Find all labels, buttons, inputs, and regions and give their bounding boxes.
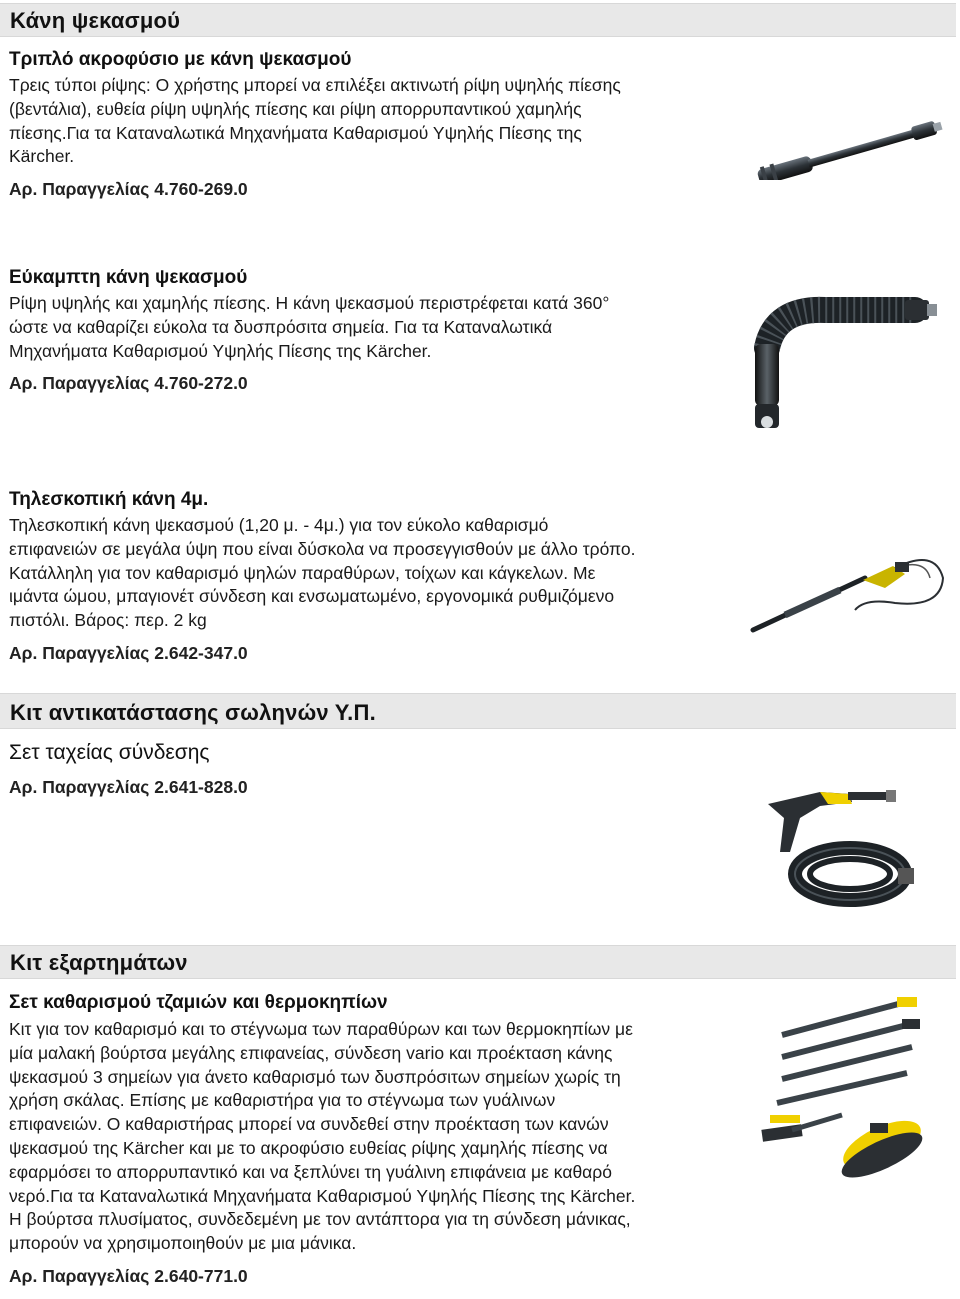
section-title: Κάνη ψεκασμού: [10, 8, 181, 33]
product-title: Σετ ταχείας σύνδεσης: [9, 741, 210, 764]
product-description-line: ιμάντα ώμου, μπαγιονέτ σύνδεση και ενσωματωμένο, εργονομικά ρυθμιζόμενο: [9, 586, 615, 607]
order-number: Αρ. Παραγγελίας 2.640-771.0: [9, 1265, 248, 1286]
product-description-line: Κατάλληλη για τον καθαρισμό ψηλών παραθύρων, τοίχων και κάγκελων. Με: [9, 562, 596, 583]
product-description-line: χρήση σκάλας. Επίσης με καθαριστήρα για το στέγνωμα των γυάλινων: [9, 1090, 556, 1111]
product-quick-connect-kit: [9, 740, 729, 798]
section-header-spray-lance: [0, 3, 956, 37]
section-title: Κιτ εξαρτημάτων: [10, 950, 188, 975]
product-triple-nozzle: [9, 48, 729, 200]
product-description-line: επιφανειών. Ο καθαριστήρας μπορεί να συνδεθεί στην προέκταση των κανών: [9, 1114, 609, 1135]
product-description-line: εφαρμόσει το απορρυπαντικό και να ξεπλύνει τη γυάλινη επιφάνεια με καθαρό: [9, 1161, 612, 1182]
product-description-line: πίεσης.Για τα Καταναλωτικά Μηχανήματα Καθαρισμού Υψηλής Πίεσης της: [9, 122, 582, 143]
product-description-line: ψεκασμού της Kärcher και με το ακροφύσιο ευθείας ρίψης χαμηλής πίεσης να: [9, 1137, 608, 1158]
product-window-cleaning-kit: [9, 991, 739, 1287]
product-description-line: επιφανειών σε μεγάλα ύψη που είναι δύσκολα να προσεγγισθούν με άλλο τρόπο.: [9, 538, 636, 559]
telescopic-lance-image: [745, 548, 950, 638]
product-title: Τριπλό ακροφύσιο με κάνη ψεκασμού: [9, 49, 352, 70]
order-number: Αρ. Παραγγελίας 4.760-269.0: [9, 179, 248, 200]
order-number: Αρ. Παραγγελίας 4.760-272.0: [9, 373, 248, 394]
product-title: Σετ καθαρισμού τζαμιών και θερμοκηπίων: [9, 992, 388, 1013]
window-cleaning-kit-image: [752, 995, 942, 1185]
section-header-hose-kit: [0, 693, 956, 729]
product-description-line: Kärcher.: [9, 146, 75, 167]
product-description-line: μπορούν να χρησιμοποιηθούν με μια μάνικα.: [9, 1233, 357, 1254]
product-title: Τηλεσκοπική κάνη 4μ.: [9, 489, 209, 510]
product-description-line: μία μαλακή βούρτσα μεγάλης επιφανείας, σύνδεση vario και προέκταση κάνης: [9, 1042, 613, 1063]
product-description-line: ώστε να καθαρίζει εύκολα τα δυσπρόσιτα σημεία. Για τα Καταναλωτικά: [9, 316, 553, 337]
product-description-line: Η βούρτσα πλυσίματος, συνδεδεμένη με τον αντάπτορα για τη σύνδεση μάνικας,: [9, 1209, 631, 1230]
product-description-line: νερό.Για τα Καταναλωτικά Μηχανήματα Καθαρισμού Υψηλής Πίεσης της Kärcher.: [9, 1185, 636, 1206]
product-description-line: Τηλεσκοπική κάνη ψεκασμού (1,20 μ. - 4μ.) για τον εύκολο καθαρισμό: [9, 515, 549, 535]
section-header-accessory-kit: [0, 945, 956, 979]
product-description-line: (βεντάλια), ευθεία ρίψη υψηλής πίεσης και ρίψη απορρυπαντικού χαμηλής: [9, 98, 582, 119]
product-description-line: Μηχανήματα Καθαρισμού Υψηλής Πίεσης της Kärcher.: [9, 340, 432, 361]
section-title: Κιτ αντικατάστασης σωληνών Υ.Π.: [10, 700, 376, 725]
quick-connect-kit-image: [760, 782, 920, 907]
product-description-line: Τρεις τύποι ρίψης: Ο χρήστης μπορεί να επιλέξει ακτινωτή ρίψη υψηλής πίεσης: [9, 75, 621, 95]
product-description-line: Ρίψη υψηλής και χαμηλής πίεσης. Η κάνη ψεκασμού περιστρέφεται κατά 360°: [9, 293, 610, 313]
spray-lance-image: [745, 105, 950, 180]
product-description-line: Κιτ για τον καθαρισμό και το στέγνωμα των παραθύρων και των θερμοκηπίων με: [9, 1019, 633, 1039]
order-number: Αρ. Παραγγελίας 2.641-828.0: [9, 777, 248, 797]
flexible-lance-image: [745, 288, 945, 438]
order-number: Αρ. Παραγγελίας 2.642-347.0: [9, 642, 248, 663]
product-flexible-lance: [9, 266, 729, 394]
product-description-line: ψεκασμού 3 σημείων για άνετο καθαρισμό των δυσπρόσιτων σημείων χωρίς τη: [9, 1066, 621, 1087]
product-title: Εύκαμπτη κάνη ψεκασμού: [9, 267, 248, 288]
product-telescopic-lance: [9, 488, 729, 664]
product-description-line: πιστόλι. Βάρος: περ. 2 kg: [9, 610, 207, 631]
